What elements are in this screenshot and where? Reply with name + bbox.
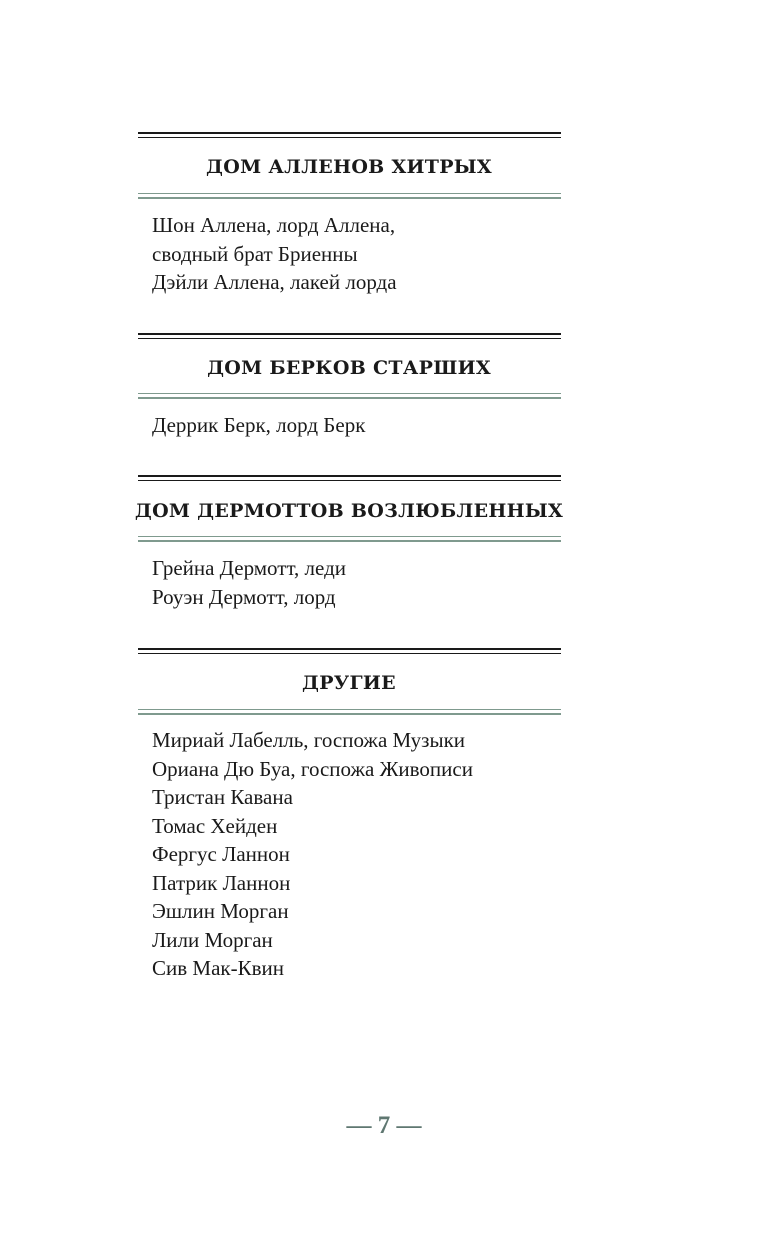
section-top-rule bbox=[138, 475, 561, 482]
list-item: Грейна Дермотт, леди bbox=[152, 556, 347, 580]
character-list bbox=[152, 726, 473, 983]
character-list bbox=[152, 411, 365, 440]
character-list bbox=[152, 211, 397, 297]
list-item: Ориана Дю Буа, госпожа Живописи bbox=[152, 756, 473, 781]
list-item: Деррик Берк, лорд Берк bbox=[152, 413, 366, 437]
section-heading: ДОМ БЕРКОВ СТАРШИХ bbox=[207, 357, 491, 379]
section-bottom-rule bbox=[138, 709, 561, 716]
list-item: Фергус Ланнон bbox=[152, 842, 290, 866]
section-top-rule bbox=[138, 333, 561, 340]
list-item: Дэйли Аллена, лакей лорда bbox=[152, 270, 397, 294]
section-bottom-rule bbox=[138, 536, 561, 543]
list-item: сводный брат Бриенны bbox=[152, 241, 358, 266]
page-number: — 7 — bbox=[346, 1112, 422, 1139]
list-item: Шон Аллена, лорд Аллена, bbox=[152, 213, 396, 237]
list-item: Эшлин Морган bbox=[152, 899, 289, 923]
section-heading: ДОМ АЛЛЕНОВ ХИТРЫХ bbox=[206, 156, 492, 178]
section-heading: ДОМ ДЕРМОТТОВ ВОЗЛЮБЛЕННЫХ bbox=[134, 500, 564, 522]
section-heading: ДРУГИЕ bbox=[302, 672, 396, 694]
list-item: Лили Морган bbox=[152, 927, 273, 952]
list-item: Томас Хейден bbox=[152, 813, 278, 838]
list-item: Тристан Кавана bbox=[152, 785, 293, 809]
list-item: Патрик Ланнон bbox=[152, 870, 291, 895]
section-bottom-rule bbox=[138, 393, 561, 400]
list-item: Мириай Лабелль, госпожа Музыки bbox=[152, 728, 466, 752]
section-top-rule bbox=[138, 132, 561, 139]
list-item: Роуэн Дермотт, лорд bbox=[152, 584, 336, 609]
section-top-rule bbox=[138, 648, 561, 655]
list-item: Сив Мак-Квин bbox=[152, 956, 284, 980]
section-bottom-rule bbox=[138, 193, 561, 200]
character-list bbox=[152, 554, 346, 611]
